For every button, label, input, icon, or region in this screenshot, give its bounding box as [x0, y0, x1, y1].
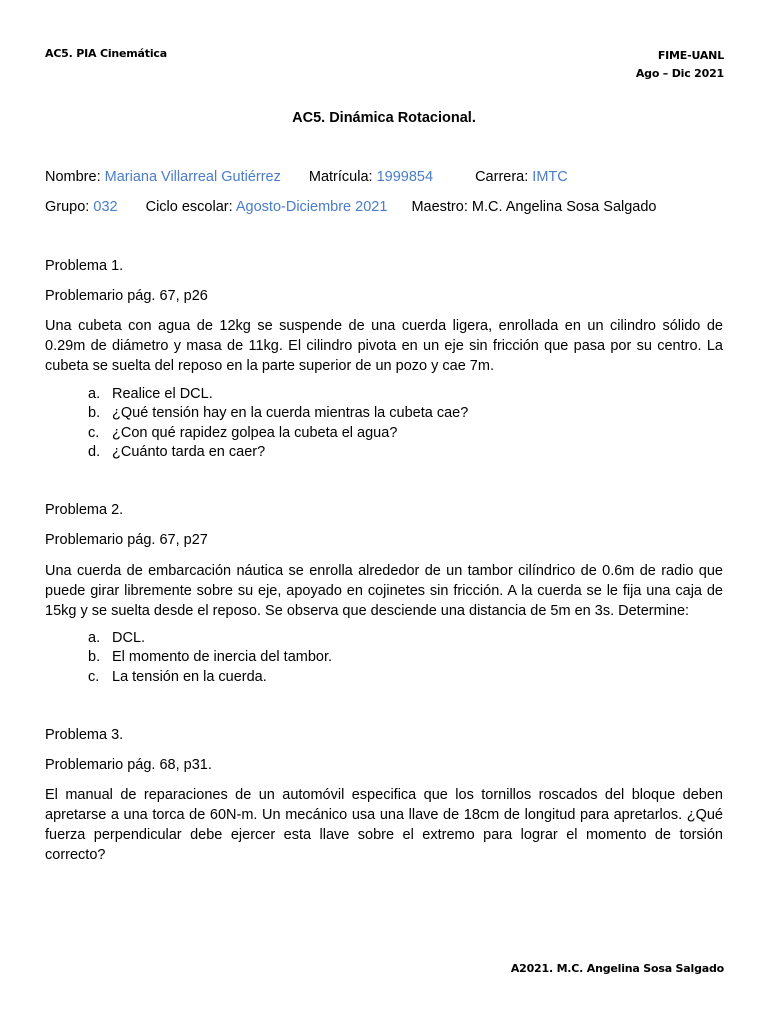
- list-marker: b.: [88, 405, 101, 422]
- list-item: [88, 424, 468, 443]
- nombre-label: Nombre:: [45, 169, 101, 185]
- ciclo-value: Agosto-Diciembre 2021: [235, 199, 388, 215]
- matricula-label: Matrícula:: [308, 169, 373, 185]
- list-item-text: DCL.: [112, 630, 146, 646]
- list-marker: d.: [88, 443, 101, 460]
- page-title: AC5. Dinámica Rotacional.: [292, 110, 476, 126]
- header-institution-name: FIME-UANL: [657, 49, 724, 62]
- header-period: Ago – Dic 2021: [635, 67, 724, 80]
- list-item: [88, 404, 469, 423]
- problem-2-source: Problemario pág. 67, p27: [45, 532, 208, 548]
- list-item: [88, 629, 332, 648]
- list-item-text: Realice el DCL.: [112, 386, 213, 402]
- list-item-text: El momento de inercia del tambor.: [112, 649, 333, 666]
- problem-1-heading: Problema 1.: [45, 258, 124, 274]
- list-marker: c.: [88, 668, 100, 685]
- matricula-value: 1999854: [376, 169, 434, 185]
- student-info-row-1: [45, 169, 568, 185]
- list-item-text: La tensión en la cuerda.: [112, 668, 267, 685]
- carrera-label: Carrera:: [475, 169, 529, 185]
- list-marker: a.: [88, 386, 101, 402]
- maestro-label: Maestro:: [411, 199, 468, 215]
- problem-3-statement: El manual de reparaciones de un automóvil especifica que los tornillos roscados del bloque deben apretarse a una torca de 60N-m. Un mecánico usa una llave de 18cm de longitud para apretarlos. ¿Qué fuerza perpendicular debe ejercer esta llave sobre el extremo para lograr el momento de torsión correcto?: [45, 787, 723, 863]
- footer-copyright: A2021. M.C. Angelina Sosa Salgado: [510, 962, 724, 975]
- problem-3-source: Problemario pág. 68, p31.: [45, 757, 212, 773]
- problem-2-statement: Una cuerda de embarcación náutica se enrolla alrededor de un tambor cilíndrico de 0.6m de radio que puede girar libremente sobre su eje, apoyado en cojinetes sin fricción. A la cuerda se le fija una caja de 15kg y se suelta desde el reposo. Se observa que desciende una distancia de 5m en 3s. Determine:: [45, 563, 723, 619]
- grupo-value: 032: [93, 199, 118, 215]
- problem-3-heading: Problema 3.: [45, 727, 124, 743]
- list-marker: b.: [88, 649, 101, 666]
- problem-2-heading: Problema 2.: [45, 502, 124, 518]
- grupo-label: Grupo:: [45, 199, 90, 215]
- list-item-text: ¿Qué tensión hay en la cuerda mientras la cubeta cae?: [112, 405, 469, 422]
- list-item: [88, 648, 333, 667]
- list-item-text: ¿Cuánto tarda en caer?: [112, 443, 266, 460]
- maestro-value: M.C. Angelina Sosa Salgado: [471, 199, 657, 215]
- ciclo-label: Ciclo escolar:: [145, 199, 233, 215]
- problem-1-questions: [88, 385, 469, 462]
- problem-2-questions: [88, 629, 333, 687]
- list-item-text: ¿Con qué rapidez golpea la cubeta el agua?: [112, 424, 398, 441]
- header-institution: [636, 47, 724, 83]
- list-item: [88, 443, 468, 462]
- carrera-value: IMTC: [532, 169, 568, 185]
- problem-1-statement: Una cubeta con agua de 12kg se suspende de una cuerda ligera, enrollada en un cilindro sólido de 0.29m de diámetro y masa de 11kg. El cilindro pivota en un eje sin fricción que pasa por su centro. La cubeta se suelta del reposo en la parte superior de un pozo y cae 7m.: [45, 318, 723, 374]
- list-item: [88, 668, 332, 687]
- header-course-label: AC5. PIA Cinemática: [45, 47, 167, 60]
- list-item: [88, 385, 468, 404]
- nombre-value: Mariana Villarreal Gutiérrez: [104, 169, 281, 185]
- list-marker: c.: [88, 424, 100, 441]
- problem-1-source: Problemario pág. 67, p26: [45, 288, 208, 304]
- student-info-row-2: [45, 199, 656, 215]
- list-marker: a.: [88, 630, 101, 646]
